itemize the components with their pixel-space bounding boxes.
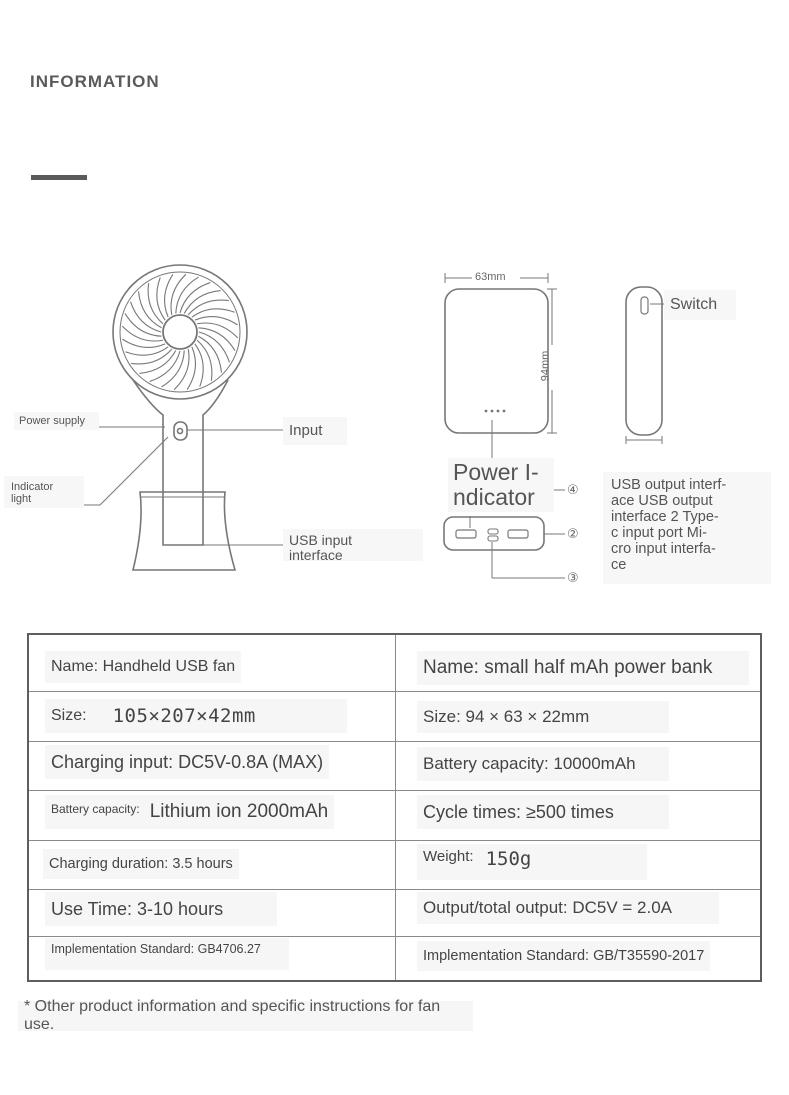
fan-charging-input: Charging input: DC5V-0.8A (MAX): [45, 745, 329, 779]
fan-size: Size: 105×207×42mm: [45, 699, 347, 733]
label-switch: Switch: [664, 290, 736, 320]
fan-blade: [195, 344, 203, 387]
powerbank-name: Name: small half mAh power bank: [417, 651, 749, 685]
fan-blade: [139, 351, 175, 374]
usb-port: [456, 530, 476, 538]
powerbank-standard: Implementation Standard: GB/T35590-2017: [417, 941, 710, 971]
label-indicator-light: Indicator light: [4, 476, 84, 508]
indicator-dots: [485, 410, 506, 413]
fan-charging-duration: Charging duration: 3.5 hours: [43, 849, 239, 879]
fan-blade: [139, 291, 162, 327]
fan-name: Name: Handheld USB fan: [45, 651, 241, 683]
marker-three: ③: [567, 570, 579, 585]
label-input: Input: [283, 417, 347, 445]
fan-blade: [184, 291, 220, 314]
fan-blade: [197, 340, 212, 381]
marker-four: ④: [567, 482, 579, 497]
powerbank-size: Size: 94 × 63 × 22mm: [417, 701, 669, 733]
micro-port: [488, 536, 498, 541]
fan-blade: [188, 300, 229, 315]
fan-blade: [122, 326, 163, 341]
table-divider: [395, 635, 396, 980]
marker-two: ②: [567, 526, 579, 541]
fan-blade: [197, 323, 238, 338]
powerbank-side: [626, 287, 662, 435]
fan-button: [174, 422, 187, 440]
fan-neck: [133, 380, 228, 545]
powerbank-output: Output/total output: DC5V = 2.0A: [417, 892, 719, 924]
powerbank-battery-capacity: Battery capacity: 10000mAh: [417, 747, 669, 781]
footnote: * Other product information and specific instructions for fan use.: [18, 1001, 473, 1031]
fan-blade: [157, 277, 165, 320]
powerbank-cycle-times: Cycle times: ≥500 times: [417, 795, 669, 829]
fan-standard: Implementation Standard: GB4706.27: [45, 938, 289, 970]
fan-blade: [131, 349, 172, 364]
fan-blade: [125, 347, 168, 355]
dimension-width: 63mm: [475, 271, 506, 283]
fan-battery-capacity: Battery capacity: Lithium ion 2000mAh: [45, 795, 334, 829]
fan-base: [133, 492, 235, 570]
dimension-height: 94mm: [539, 350, 552, 382]
label-power-indicator: Power I- ndicator: [448, 458, 554, 512]
page-title: INFORMATION: [30, 72, 160, 91]
switch-slot: [641, 297, 648, 314]
fan-use-time: Use Time: 3-10 hours: [45, 892, 277, 926]
fan-button-dot: [178, 429, 183, 434]
usb-port-2: [508, 530, 528, 538]
fan-blade: [192, 309, 235, 317]
powerbank-front: [445, 289, 548, 433]
fan-blade: [148, 283, 163, 324]
fan-blade: [199, 336, 222, 372]
label-power-supply: Power supply: [14, 412, 99, 430]
fan-blade: [174, 349, 189, 390]
powerbank-weight: Weight: 150g: [417, 844, 647, 880]
fan-blade: [171, 274, 186, 315]
typec-port: [488, 529, 498, 534]
label-usb-input-interface: USB input interface: [283, 529, 423, 561]
spec-table: [27, 633, 762, 982]
fan-hub: [163, 315, 197, 349]
title-underline-bar: [31, 175, 87, 180]
powerbank-ports-description: USB output interf- ace USB output interface 2 Type- c input port Mi- cro input interfa- ce: [603, 472, 771, 584]
